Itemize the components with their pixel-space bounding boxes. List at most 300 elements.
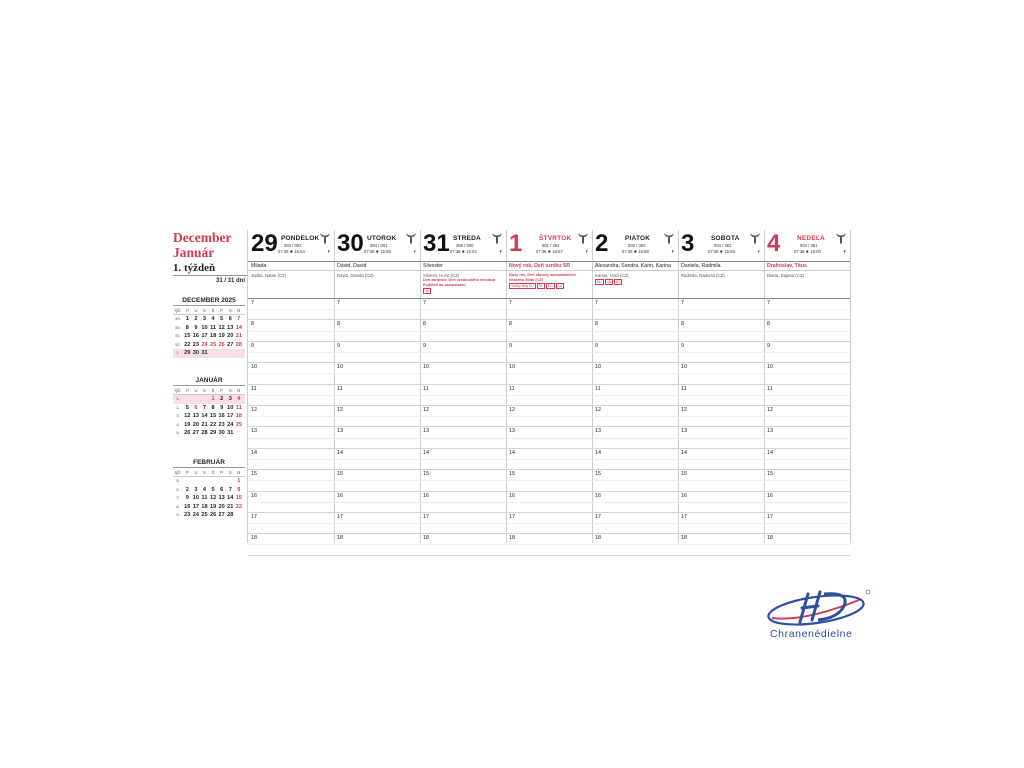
sunrise-sunset: 07:36 ✹ 16:00: [794, 249, 821, 254]
country-chip: SK: [538, 284, 543, 289]
day-cell: 11: [235, 404, 242, 411]
hour-label: 14: [251, 449, 257, 456]
week-number-cell: 1.: [176, 396, 180, 401]
hour-slot[interactable]: [678, 342, 764, 363]
day-cell: 1: [185, 316, 189, 322]
name-day: Silvester: [420, 261, 506, 271]
hour-slot[interactable]: [248, 534, 334, 555]
hour-label: 10: [337, 364, 343, 371]
mini-calendar-week: [173, 404, 245, 413]
hour-slot[interactable]: [506, 342, 592, 363]
hour-slot[interactable]: [506, 385, 592, 406]
moon-phase-icon: ◐: [327, 249, 331, 255]
day-number: 31: [423, 230, 450, 257]
week-number-cell: 4.: [176, 421, 180, 427]
zodiac-icon: [663, 232, 675, 245]
name-day: Drahoslav, Titus: [764, 261, 850, 271]
hour-slot[interactable]: [678, 449, 764, 470]
hour-slot[interactable]: [592, 427, 678, 448]
zodiac-icon: [835, 232, 847, 245]
day-column: [764, 230, 851, 543]
day-extra-info: [420, 271, 506, 299]
day-extra-info: [592, 271, 678, 299]
hour-slot[interactable]: [248, 449, 334, 470]
mini-calendar-week: [173, 341, 245, 350]
zodiac-icon: [749, 232, 761, 245]
hour-label: 7: [251, 300, 254, 306]
hour-slot[interactable]: [678, 363, 764, 384]
hour-slot[interactable]: [678, 470, 764, 491]
hour-slot[interactable]: [678, 406, 764, 427]
week-number: 1. týždeň: [173, 262, 247, 276]
day-cell: 15: [184, 333, 191, 339]
hour-slots: [248, 299, 334, 556]
hour-label: 16: [423, 492, 429, 499]
hour-label: 13: [595, 428, 601, 435]
weekday-header: P: [185, 388, 189, 393]
hour-slot[interactable]: [248, 320, 334, 341]
day-cell: 20: [227, 333, 234, 339]
left-column: [173, 230, 248, 543]
day-cell: 30: [218, 430, 225, 436]
hour-slot[interactable]: [420, 320, 506, 341]
hour-slot[interactable]: [420, 534, 506, 555]
hour-slots: [678, 299, 764, 556]
hour-slot[interactable]: [592, 320, 678, 341]
day-cell: 24: [192, 512, 199, 518]
hour-slot[interactable]: [248, 406, 334, 427]
mini-calendar: [173, 459, 245, 520]
mini-calendar-week: [173, 332, 245, 341]
day-cell: 12: [184, 413, 191, 419]
hour-label: 10: [509, 364, 515, 371]
hour-slot[interactable]: [248, 342, 334, 363]
hour-slot[interactable]: [248, 427, 334, 448]
weekday-header: N: [237, 308, 241, 313]
country-holiday-chips: [509, 283, 592, 289]
hour-slot[interactable]: [334, 299, 420, 320]
day-cell: 24: [227, 421, 234, 428]
day-cell: 2: [185, 486, 189, 493]
hour-slot[interactable]: [248, 299, 334, 320]
day-cell: 1: [211, 396, 215, 402]
hour-slot[interactable]: [678, 385, 764, 406]
hour-slot[interactable]: [678, 513, 764, 534]
weekday-header: U: [194, 470, 198, 475]
sunrise-sunset: 07:36 ✹ 15:54: [450, 249, 477, 254]
hour-slot[interactable]: [764, 406, 850, 427]
day-number: 1: [509, 230, 523, 257]
day-name: UTOROK: [367, 235, 397, 242]
day-cell: [209, 349, 218, 358]
hour-slot[interactable]: [592, 299, 678, 320]
hour-slot[interactable]: [334, 470, 420, 491]
day-cell: 8: [237, 486, 241, 493]
zodiac-icon: [491, 232, 503, 245]
hour-slot[interactable]: [678, 534, 764, 555]
hour-label: 14: [509, 449, 515, 456]
hour-label: 7: [423, 300, 426, 306]
weekday-header: P: [220, 308, 224, 313]
hour-slot[interactable]: [420, 513, 506, 534]
mini-calendar-week: [173, 315, 245, 324]
czech-name-day: David, Davida (CZ): [337, 273, 374, 278]
day-cell: 13: [192, 413, 199, 419]
day-cell: 6: [220, 486, 224, 493]
hour-slot[interactable]: [248, 385, 334, 406]
day-extra-info: [334, 271, 420, 299]
hour-slot[interactable]: [334, 385, 420, 406]
hour-slot[interactable]: [506, 427, 592, 448]
hour-label: 18: [767, 535, 773, 542]
hour-slot[interactable]: [420, 299, 506, 320]
day-cell: 26: [184, 430, 191, 436]
day-cell: 30: [192, 350, 199, 356]
hour-slot[interactable]: [334, 534, 420, 555]
day-extra-info: [678, 271, 764, 299]
name-day: Alexandra, Sandra, Karin, Karina: [592, 261, 678, 271]
day-header: [764, 230, 850, 261]
moon-phase-icon: ◐: [757, 249, 761, 255]
hour-slot[interactable]: [764, 385, 850, 406]
day-cell: 10: [201, 324, 208, 331]
hour-slot[interactable]: [764, 427, 850, 448]
hour-label: 8: [251, 321, 254, 328]
day-header: [420, 230, 506, 261]
hour-slot[interactable]: [592, 449, 678, 470]
day-cell: 3: [228, 396, 232, 402]
hour-slot[interactable]: [506, 492, 592, 513]
hour-slot[interactable]: [334, 406, 420, 427]
country-holiday-chips: [595, 279, 678, 285]
country-chip: UA: [606, 280, 612, 284]
hour-label: 12: [595, 406, 601, 413]
day-column: [592, 230, 679, 543]
name-day: Daniela, Radmila: [678, 261, 764, 271]
hour-slot[interactable]: [592, 534, 678, 555]
hour-slot[interactable]: [420, 492, 506, 513]
mini-calendar-title: FEBRUÁR: [173, 459, 245, 468]
day-cell: 9: [194, 324, 198, 331]
mini-calendar-week: [173, 421, 245, 430]
hour-slots: [592, 299, 678, 556]
zodiac-icon: [319, 232, 331, 245]
day-cell: 26: [218, 341, 225, 348]
day-cell: 31: [201, 350, 208, 356]
hour-label: 18: [251, 535, 257, 542]
hour-slot[interactable]: [764, 534, 850, 555]
mini-calendar-week: [173, 494, 245, 503]
hour-label: 18: [337, 535, 343, 542]
hour-slot[interactable]: [506, 299, 592, 320]
day-cell: [226, 477, 235, 486]
hour-label: 17: [681, 513, 687, 520]
hour-slot[interactable]: [420, 449, 506, 470]
mini-calendar: [173, 377, 245, 438]
day-cell: 18: [209, 333, 217, 339]
day-cell: 19: [184, 421, 191, 428]
hour-slot[interactable]: [334, 320, 420, 341]
weekday-header: týž.: [174, 388, 182, 393]
weekday-header: S: [228, 308, 232, 313]
day-cell: [235, 511, 244, 520]
day-cell: 25: [201, 512, 208, 518]
hour-label: 8: [595, 321, 598, 328]
day-cell: [192, 477, 201, 486]
hour-slot[interactable]: [248, 363, 334, 384]
hour-label: 11: [423, 385, 429, 392]
day-header: [592, 230, 678, 261]
weekday-header: S: [203, 388, 206, 393]
week-number-cell: 2.: [176, 404, 180, 410]
day-column: [506, 230, 593, 543]
weekday-header: P: [220, 388, 224, 393]
day-cell: 6: [194, 404, 198, 411]
hour-slot[interactable]: [334, 363, 420, 384]
name-day: Milada: [248, 261, 334, 271]
week-number-cell: 8.: [176, 503, 180, 509]
day-cell: [217, 349, 226, 358]
day-cell: 28: [201, 430, 208, 436]
holiday-note: Deň zarijenie, Deň vzniknutého mesiaca Podklad na samostatnú: [423, 278, 495, 287]
hour-slot[interactable]: [764, 342, 850, 363]
day-cell: [200, 477, 209, 486]
mini-calendar-header: [173, 387, 245, 395]
day-cell: [226, 349, 235, 358]
hour-label: 9: [681, 342, 684, 349]
hour-slot[interactable]: [506, 320, 592, 341]
hour-slot[interactable]: [334, 449, 420, 470]
hour-label: 10: [423, 364, 429, 371]
hour-label: 15: [337, 471, 343, 478]
hour-label: 8: [423, 321, 426, 328]
weekday-header: S: [203, 308, 206, 313]
hour-slot[interactable]: [334, 342, 420, 363]
day-of-year: 001 / 364: [542, 243, 560, 248]
day-cell: 2: [220, 396, 224, 402]
hour-slot[interactable]: [248, 470, 334, 491]
hour-label: 9: [767, 342, 770, 349]
day-header: [248, 230, 334, 261]
sunrise-sunset: 07:36 ✹ 15:59: [708, 249, 735, 254]
day-cell: 14: [201, 413, 208, 419]
day-extra-info: [764, 271, 850, 299]
mini-calendar-week: [173, 477, 245, 486]
hour-slot[interactable]: [420, 406, 506, 427]
day-cell: 28: [227, 512, 234, 518]
week-number-cell: 50.: [175, 324, 181, 330]
hour-label: 16: [337, 492, 343, 499]
hour-slot[interactable]: [592, 385, 678, 406]
hour-slots: [764, 299, 850, 556]
hour-label: 15: [509, 471, 515, 478]
hour-label: 18: [509, 535, 515, 542]
hour-slot[interactable]: [678, 427, 764, 448]
mini-calendar-header: [173, 469, 245, 477]
hour-slot[interactable]: [420, 385, 506, 406]
day-count: 31 / 31 dní: [215, 278, 245, 284]
day-cell: 8: [211, 404, 215, 411]
week-number-cell: 6.: [176, 486, 180, 492]
mini-calendar-week: [173, 412, 245, 421]
day-cell: 21: [201, 421, 208, 428]
day-cell: 17: [201, 333, 208, 339]
hour-slot[interactable]: [506, 513, 592, 534]
logo-text: Chranenédielne: [770, 628, 853, 640]
hour-slot[interactable]: [506, 470, 592, 491]
hour-slot[interactable]: [506, 363, 592, 384]
hour-slot[interactable]: [764, 470, 850, 491]
hour-label: 11: [595, 385, 601, 392]
day-cell: 15: [209, 413, 217, 419]
weekday-header: S: [228, 470, 232, 475]
hour-label: 9: [251, 342, 254, 349]
hour-label: 13: [251, 428, 257, 435]
day-cell: 20: [218, 503, 225, 510]
hour-slot[interactable]: [334, 492, 420, 513]
moon-phase-icon: ◐: [413, 249, 417, 255]
hour-label: 9: [509, 342, 512, 349]
hour-label: 13: [337, 428, 343, 435]
hour-label: 17: [595, 513, 601, 520]
day-cell: 1: [237, 478, 241, 484]
day-header: [506, 230, 592, 261]
hour-slot[interactable]: [592, 513, 678, 534]
hour-label: 7: [767, 300, 770, 306]
hour-slot[interactable]: [764, 299, 850, 320]
hour-slot[interactable]: [420, 427, 506, 448]
week-number-cell: 49.: [175, 316, 181, 321]
hour-slot[interactable]: [764, 513, 850, 534]
day-name: PONDELOK: [281, 235, 320, 242]
mini-calendar-week: [173, 395, 245, 404]
hour-label: 16: [681, 492, 687, 499]
country-chip: SK: [425, 289, 430, 294]
weekday-header: N: [237, 470, 241, 475]
hour-slot[interactable]: [678, 492, 764, 513]
hour-slot[interactable]: [420, 470, 506, 491]
hour-label: 11: [337, 385, 343, 392]
day-extra-info: [248, 271, 334, 299]
day-cell: 23: [218, 421, 225, 428]
hour-label: 13: [681, 428, 687, 435]
hour-label: 9: [337, 342, 340, 349]
hour-slot[interactable]: [592, 363, 678, 384]
day-cell: 18: [235, 413, 242, 419]
hour-label: 18: [595, 535, 601, 542]
day-cell: 13: [218, 495, 225, 501]
day-cell: 11: [210, 324, 217, 331]
hour-slot[interactable]: [678, 299, 764, 320]
hour-slots: [334, 299, 420, 556]
week-number-cell: 51.: [175, 333, 181, 338]
day-cell: 8: [185, 324, 189, 331]
hour-label: 18: [423, 535, 429, 542]
hour-slot[interactable]: [506, 449, 592, 470]
weekday-header: U: [194, 388, 198, 393]
hour-label: 10: [251, 364, 257, 371]
mini-calendar-week: [173, 511, 245, 520]
hour-label: 11: [509, 385, 515, 392]
day-number: 2: [595, 230, 609, 257]
day-cell: 16: [184, 503, 191, 510]
day-cell: 18: [201, 503, 208, 510]
day-cell: 4: [237, 396, 241, 402]
hour-label: 13: [509, 428, 515, 435]
sunrise-sunset: 07:36 ✹ 15:55: [364, 249, 391, 254]
hour-label: 15: [681, 471, 687, 478]
hour-slot[interactable]: [592, 470, 678, 491]
hour-slot[interactable]: [334, 513, 420, 534]
day-column: [420, 230, 507, 543]
hour-label: 16: [767, 492, 773, 499]
hour-slot[interactable]: [764, 363, 850, 384]
day-cell: 22: [209, 421, 217, 428]
day-cell: 25: [235, 421, 242, 428]
day-cell: 22: [184, 341, 191, 348]
sunrise-sunset: 07:36 ✹ 15:54: [278, 249, 305, 254]
day-cell: [183, 477, 192, 486]
hour-slots: [506, 299, 592, 556]
hour-slot[interactable]: [420, 342, 506, 363]
day-of-year: 004 / 361: [800, 243, 818, 248]
day-cell: 11: [201, 495, 208, 501]
day-cell: 5: [220, 316, 224, 322]
day-cell: 10: [192, 495, 199, 501]
hour-slot[interactable]: [764, 449, 850, 470]
moon-phase-icon: ◐: [499, 249, 503, 255]
day-cell: 17: [227, 413, 234, 419]
hour-slot[interactable]: [592, 342, 678, 363]
day-cell: 3: [194, 486, 198, 493]
weekday-header: týž.: [174, 308, 182, 313]
day-name: STREDA: [453, 235, 481, 242]
day-number: 3: [681, 230, 695, 257]
hour-label: 13: [767, 428, 773, 435]
weekday-header: P: [220, 470, 224, 475]
hour-slot[interactable]: [678, 320, 764, 341]
holiday-note: Nový rok, Deň obnovy samostatného českého štátu (CZ): [509, 273, 576, 282]
weekday-header: S: [228, 388, 232, 393]
czech-name-day: Diana, Dajana (CZ): [767, 273, 805, 278]
hour-label: 12: [337, 406, 343, 413]
hour-slot[interactable]: [506, 534, 592, 555]
mini-calendar-week: [173, 503, 245, 512]
hour-slot[interactable]: [592, 492, 678, 513]
day-column: [248, 230, 335, 543]
day-cell: 24: [201, 341, 208, 348]
hour-slot[interactable]: [248, 513, 334, 534]
day-number: 29: [251, 230, 278, 257]
hour-label: 17: [337, 513, 343, 520]
hour-slot[interactable]: [506, 406, 592, 427]
day-cell: 12: [218, 324, 225, 331]
hour-slot[interactable]: [764, 320, 850, 341]
hour-slot[interactable]: [248, 492, 334, 513]
calendar-page: [173, 230, 853, 543]
mini-calendar-week: [173, 429, 245, 438]
hour-label: 16: [251, 492, 257, 499]
hour-slot[interactable]: [764, 492, 850, 513]
day-cell: 16: [218, 413, 225, 419]
hour-slot[interactable]: [592, 406, 678, 427]
hour-label: 12: [251, 406, 257, 413]
hour-slot[interactable]: [334, 427, 420, 448]
hour-slot[interactable]: [420, 363, 506, 384]
day-cell: 19: [218, 333, 225, 339]
name-day: Dávid, David: [334, 261, 420, 271]
day-cell: 29: [184, 350, 191, 356]
